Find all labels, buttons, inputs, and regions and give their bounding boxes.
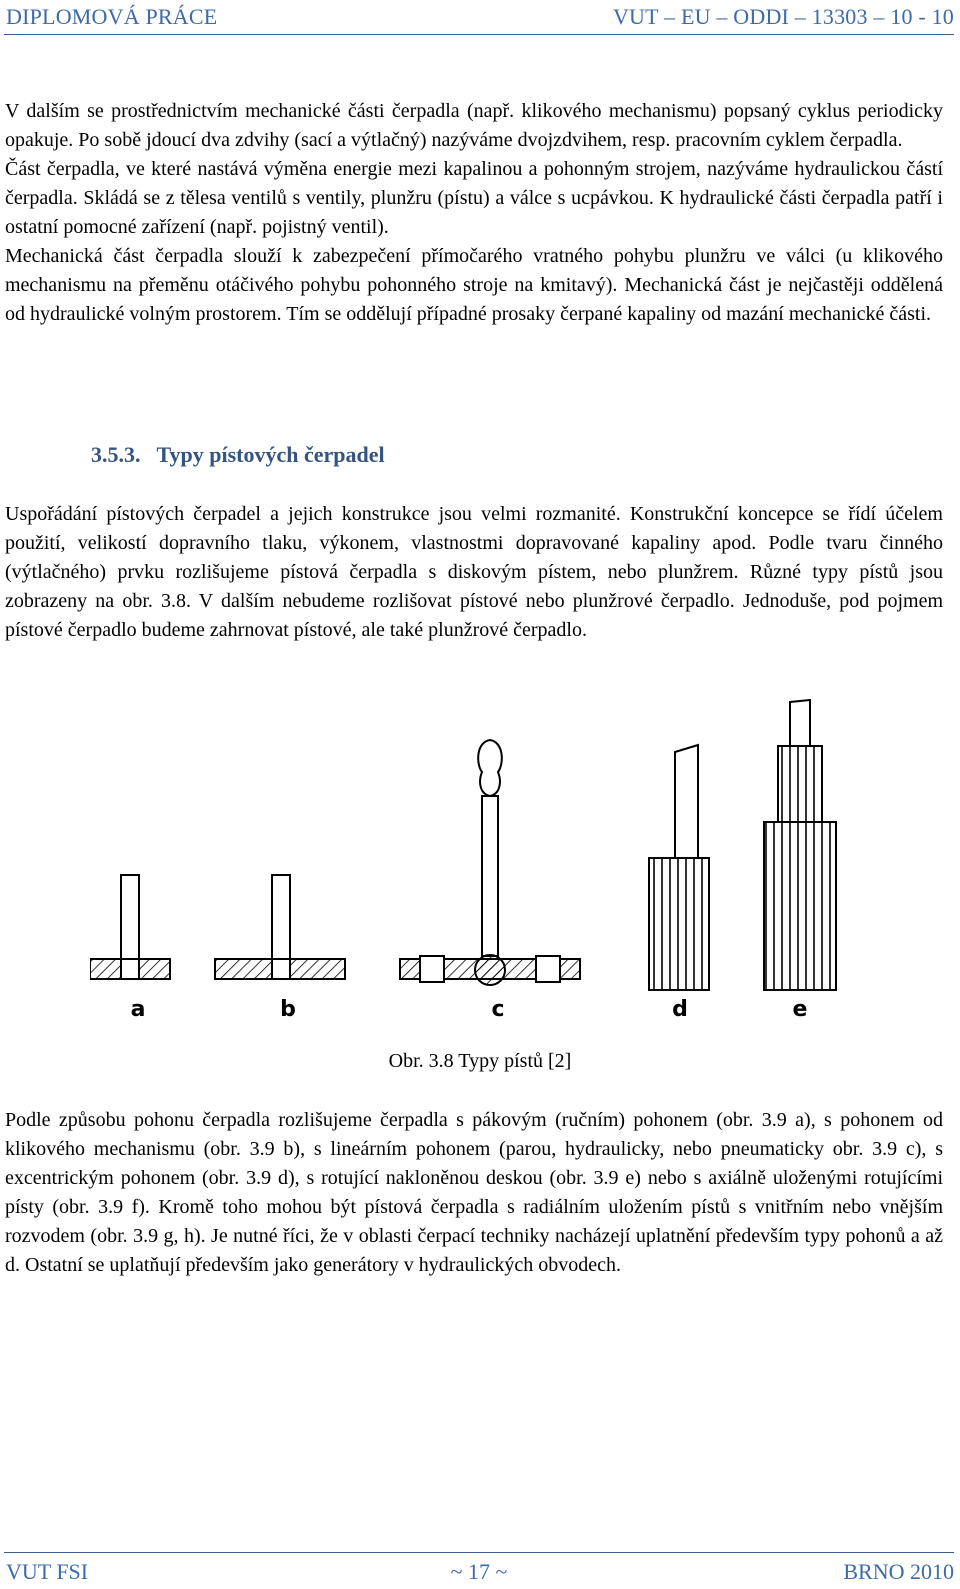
section-heading <box>91 442 385 468</box>
figure-caption: Obr. 3.8 Typy pístů [2] <box>388 1050 572 1072</box>
footer-right-text: BRNO 2010 <box>843 1559 954 1584</box>
piston-d <box>649 745 709 990</box>
piston-types-figure <box>90 690 880 1030</box>
page-header <box>4 4 954 35</box>
label-d: d <box>672 997 688 1022</box>
label-c: c <box>491 997 505 1022</box>
page-footer <box>4 1552 954 1585</box>
drive-text <box>5 1106 943 1280</box>
paragraph-hydraulic-part: Část čerpadla, ve které nastává výměna energie mezi kapalinou a pohonným strojem, nazýváme hydraulickou částí čerpadla. Skládá se z tělesa ventilů s ventily, plunžru (pístu) a válce s ucpávkou. K hydraulické části čerpadla patří i ostatní pomocné zařízení (např. pojistný ventil). <box>5 158 943 238</box>
paragraph-cycle: V dalším se prostřednictvím mechanické části čerpadla (např. klikového mechanismu) popsaný cyklus periodicky opakuje. Po sobě jdoucí dva zdvihy (sací a výtlačný) nazýváme dvojzdvihem, resp. pracovním cyklem čerpadla. <box>5 100 943 151</box>
section-number: 3.5.3. <box>91 442 141 467</box>
label-e: e <box>792 997 808 1022</box>
header-right-text: VUT – EU – ODDI – 13303 – 10 - 10 <box>612 4 954 29</box>
piston-c <box>400 740 580 985</box>
section-title: Typy pístových čerpadel <box>156 442 385 467</box>
footer-left-text: VUT FSI <box>6 1559 89 1584</box>
section-text <box>5 500 943 645</box>
piston-types-diagram <box>90 690 880 1030</box>
paragraph-mechanical-part: Mechanická část čerpadla slouží k zabezpečení přímočarého vratného pohybu plunžru ve válci (u klikového mechanismu na přeměnu otáčivého pohybu pohonného stroje na kmitavý). Mechanická část je nejčastěji oddělená od hydraulické volným prostorem. Tím se oddělují případné prosaky čerpané kapaliny od mazání mechanické části. <box>5 245 943 325</box>
piston-b <box>215 875 345 979</box>
paragraph-drive-types: Podle způsobu pohonu čerpadla rozlišujeme čerpadla s pákovým (ručním) pohonem (obr. 3.9 a), s pohonem od klikového mechanismu (obr. 3.9 b), s lineárním pohonem (parou, hydraulicky, nebo pneumaticky obr. 3.9 c), s excentrickým pohonem (obr. 3.9 d), s rotující nakloněnou deskou (obr. 3.9 e) nebo s axiálně uloženými rotujícími písty (obr. 3.9 f). Kromě toho mohou být pístová čerpadla s radiálním uložením pístů s vnitřním nebo vnějším rozvodem (obr. 3.9 g, h). Je nutné říci, že v oblasti čerpací techniky nacházejí uplatnění především typy pohonů a až d. Ostatní se uplatňují především jako generátory v hydraulických obvodech. <box>5 1109 943 1276</box>
label-a: a <box>130 997 146 1022</box>
label-b: b <box>280 997 296 1022</box>
paragraph-piston-types: Uspořádání pístových čerpadel a jejich konstrukce jsou velmi rozmanité. Konstrukční koncepce se řídí účelem použití, velikostí dopravního tlaku, výkonem, vlastnostmi dopravované kapaliny apod. Podle tvaru činného (výtlačného) prvku rozlišujeme pístová čerpadla s diskovým pístem, nebo plunžrem. Různé typy pístů jsou zobrazeny na obr. 3.8. V dalším nebudeme rozlišovat pístové nebo plunžrové čerpadlo. Jednoduše, pod pojmem pístové čerpadlo budeme zahrnovat pístové, ale také plunžrové čerpadlo. <box>5 503 943 641</box>
header-left-text: DIPLOMOVÁ PRÁCE <box>6 4 218 29</box>
page-number: ~ 17 ~ <box>450 1559 508 1584</box>
intro-text <box>5 97 943 329</box>
piston-e <box>764 700 836 990</box>
piston-a <box>90 875 170 979</box>
